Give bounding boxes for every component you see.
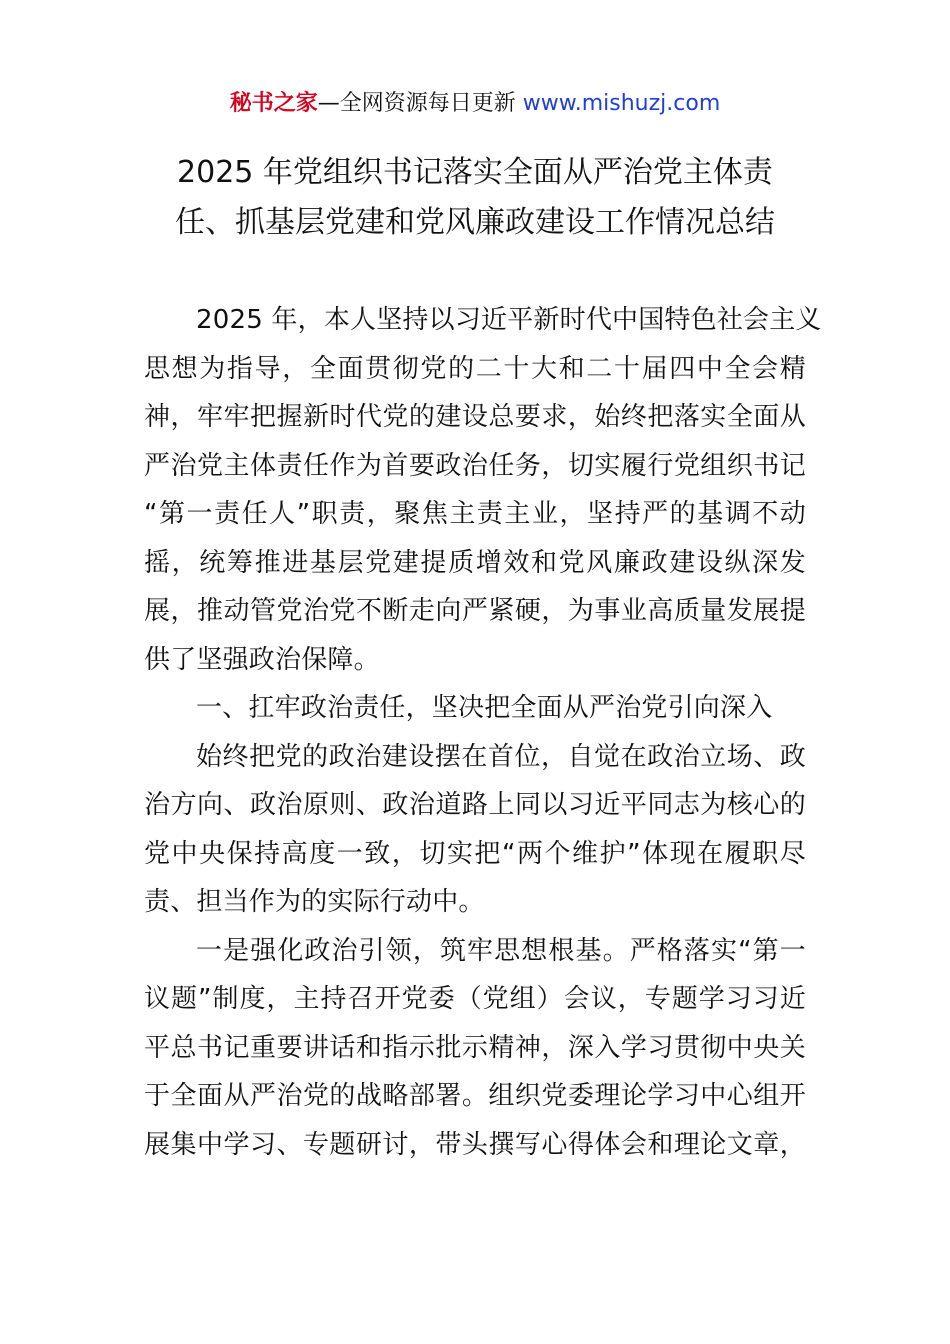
paragraph-line: 一是强化政治引领，筑牢思想根基。严格落实“第一 <box>196 935 806 966</box>
paragraph-line: 神，牢牢把握新时代党的建设总要求，始终把落实全面从 <box>144 402 806 432</box>
paragraph-line: 摇，统筹推进基层党建提质增效和党风廉政建设纵深发 <box>144 547 806 578</box>
paragraph-line: 供了坚强政治保障。 <box>144 644 380 675</box>
paragraph-line: 思想为指导，全面贯彻党的二十大和二十届四中全会精 <box>144 353 806 384</box>
paragraph-line: 展，推动管党治党不断走向严紧硬，为事业高质量发展提 <box>144 596 806 626</box>
paragraph-line: 议题”制度，主持召开党委（党组）会议，专题学习习近 <box>144 984 806 1014</box>
paragraph-line: 2025 年，本人坚持以习近平新时代中国特色社会主义 <box>196 305 822 335</box>
section-heading: 一、扛牢政治责任，坚决把全面从严治党引向深入 <box>196 693 773 723</box>
paragraph-line: 责、担当作为的实际行动中。 <box>144 887 485 917</box>
paragraph-line: 治方向、政治原则、政治道路上同以习近平同志为核心的 <box>144 790 806 820</box>
paragraph-line: 平总书记重要讲话和指示批示精神，深入学习贯彻中央关 <box>144 1032 806 1063</box>
paragraph-line: “第一责任人”职责，聚焦主责主业，坚持严的基调不动 <box>144 499 806 529</box>
brand-name: 秘书之家 <box>229 91 318 116</box>
title-line: 2025 年党组织书记落实全面从严治党主体责 <box>177 155 773 190</box>
site-url-link[interactable]: www.mishuzj.com <box>522 91 721 116</box>
site-header <box>0 88 950 120</box>
paragraph-line: 展集中学习、专题研讨，带头撰写心得体会和理论文章， <box>144 1129 806 1160</box>
paragraph-line: 始终把党的政治建设摆在首位，自觉在政治立场、政 <box>196 741 806 772</box>
title-line: 任、抓基层党建和党风廉政建设工作情况总结 <box>175 205 775 240</box>
document-body <box>144 296 822 1169</box>
paragraph-line: 于全面从严治党的战略部署。组织党委理论学习中心组开 <box>144 1081 806 1111</box>
document-title <box>80 148 870 248</box>
paragraph-line: 党中央保持高度一致，切实把“两个维护”体现在履职尽 <box>144 838 806 869</box>
paragraph-line: 严治党主体责任作为首要政治任务，切实履行党组织书记 <box>144 450 806 481</box>
header-slogan: —全网资源每日更新 <box>317 91 516 116</box>
